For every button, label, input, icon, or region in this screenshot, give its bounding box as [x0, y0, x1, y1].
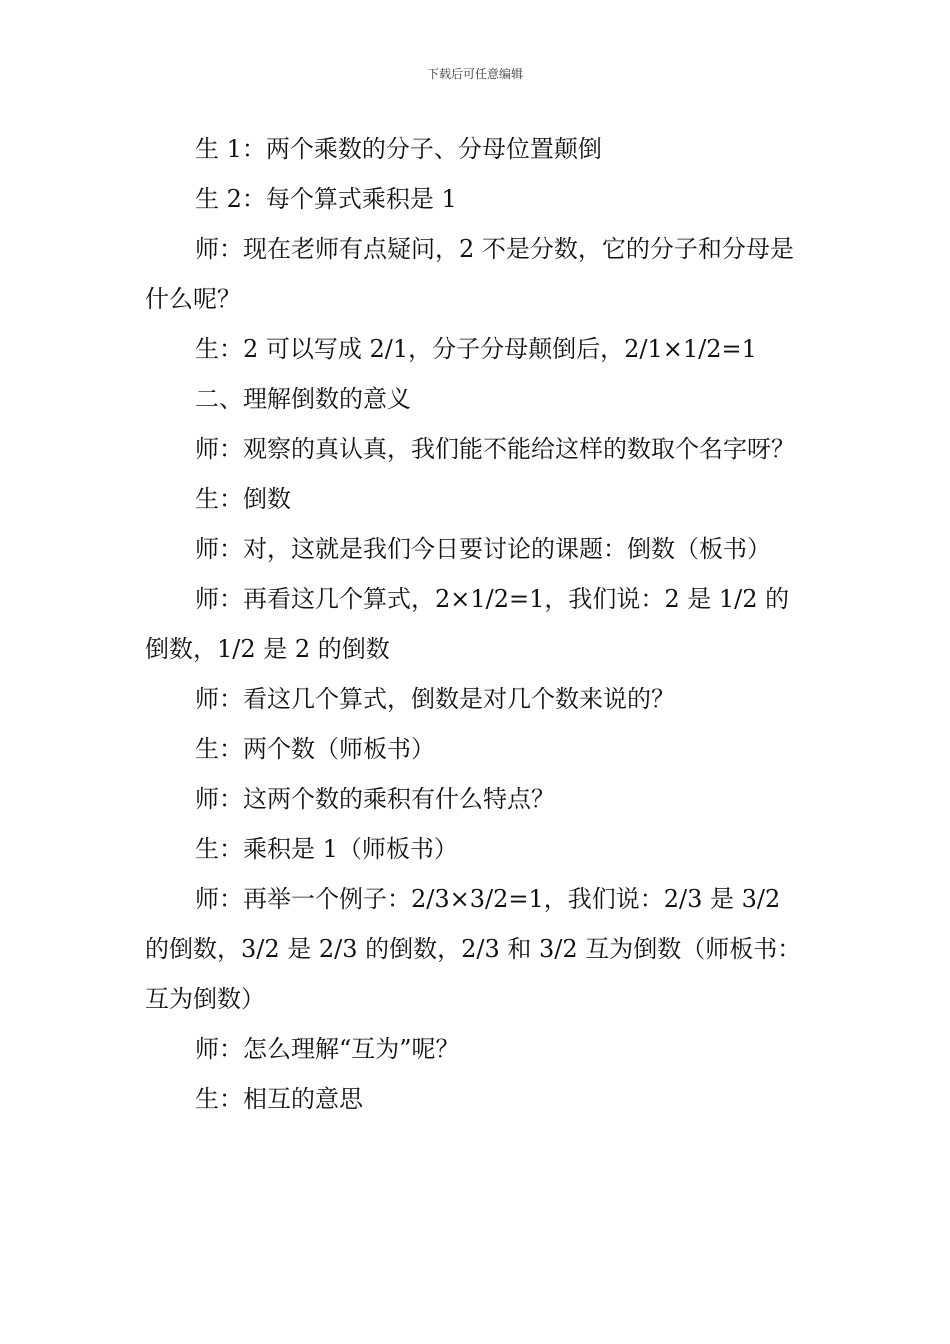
paragraph-10: 师：看这几个算式，倒数是对几个数来说的？ — [195, 685, 675, 713]
paragraph-16: 生：相互的意思 — [195, 1085, 363, 1113]
paragraph-9: 师：再看这几个算式，2×1/2=1，我们说：2 是 1/2 的倒数，1/2 是 2 的倒数 — [145, 585, 790, 663]
paragraph-14: 师：再举一个例子：2/3×3/2=1，我们说：2/3 是 3/2 的倒数，3/2 是 2/3 的倒数，2/3 和 3/2 互为倒数（师板书：互为倒数） — [145, 885, 802, 1013]
page-header-note: 下载后可任意编辑 — [426, 67, 523, 81]
paragraph-2: 生 2：每个算式乘积是 1 — [195, 185, 457, 213]
paragraph-7: 生：倒数 — [195, 485, 291, 513]
paragraph-3: 师：现在老师有点疑问，2 不是分数，它的分子和分母是什么呢？ — [145, 235, 794, 313]
paragraph-11: 生：两个数（师板书） — [195, 735, 435, 763]
paragraph-6: 师：观察的真认真，我们能不能给这样的数取个名字呀？ — [195, 435, 795, 463]
document-body — [145, 124, 810, 1124]
paragraph-1: 生 1：两个乘数的分子、分母位置颠倒 — [195, 135, 602, 163]
paragraph-15: 师：怎么理解“互为”呢？ — [195, 1035, 460, 1063]
paragraph-13: 生：乘积是 1（师板书） — [195, 835, 458, 863]
paragraph-8: 师：对，这就是我们今日要讨论的课题：倒数（板书） — [195, 535, 771, 563]
paragraph-12: 师：这两个数的乘积有什么特点？ — [195, 785, 555, 813]
section-heading: 二、理解倒数的意义 — [195, 385, 411, 413]
paragraph-4: 生：2 可以写成 2/1，分子分母颠倒后，2/1×1/2=1 — [195, 335, 757, 363]
